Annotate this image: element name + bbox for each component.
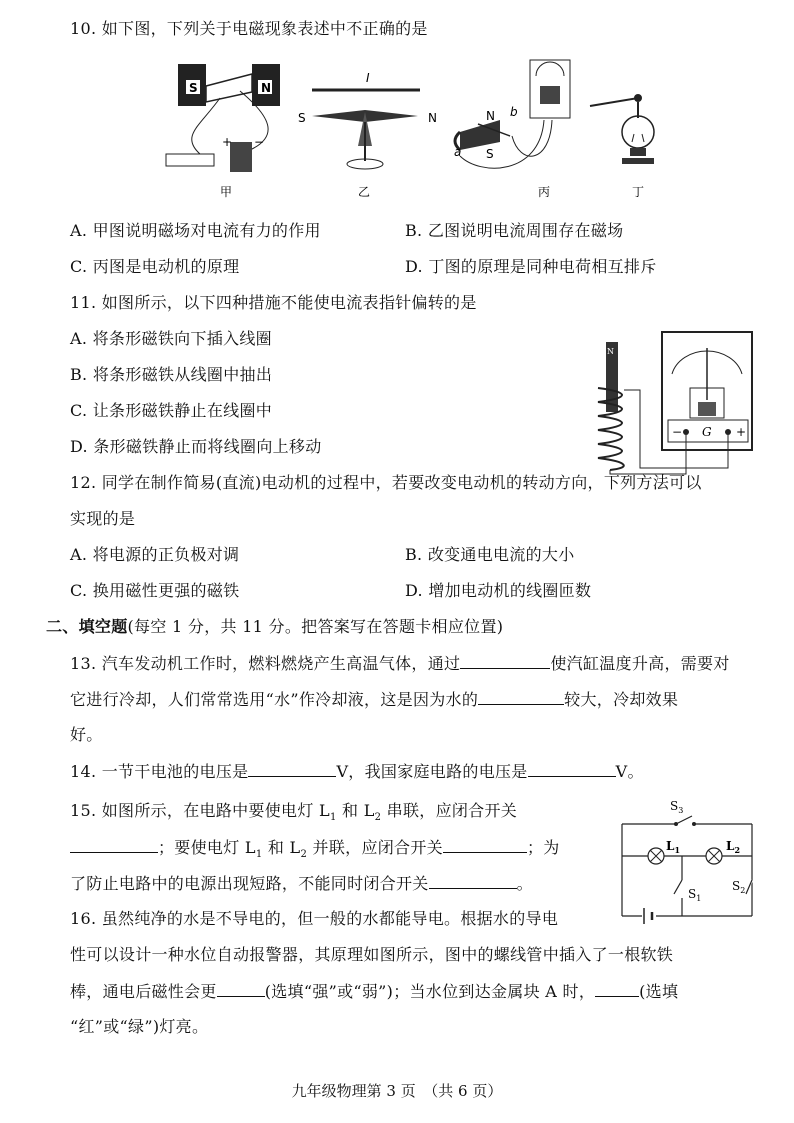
circuit-s1-label: $S_1$: [688, 887, 702, 903]
section2-title: 二、填空题: [46, 617, 128, 636]
horseshoe-s-label: S: [486, 147, 494, 161]
svg-text:−: −: [254, 135, 265, 149]
q16-blank-2[interactable]: [595, 980, 639, 997]
q13-blank-2[interactable]: [478, 688, 564, 705]
circuit-s3-label: $S_3$: [670, 799, 684, 815]
q15-text-1-end: 串联，应闭合开关: [381, 801, 518, 820]
wire-a-label: a: [454, 145, 462, 159]
q15-line1: [70, 800, 517, 829]
circuit-l1-label: $L_1$: [666, 839, 681, 855]
q15-text-2-tail: ；为: [526, 838, 560, 857]
q13-blank-1[interactable]: [460, 652, 550, 669]
q16-text-3c: (选填: [639, 982, 679, 1001]
svg-text:N: N: [607, 347, 614, 356]
q15-sub-2: 2: [374, 812, 382, 824]
q12-option-d: D. 增加电动机的线圈匝数: [405, 581, 592, 600]
figure-bing: [454, 60, 570, 199]
circuit-l2-label: $L_2$: [726, 839, 741, 855]
section2-heading: [46, 616, 503, 638]
q13-line1: [70, 652, 730, 675]
q10-option-a: A. 甲图说明磁场对电流有力的作用: [70, 221, 321, 240]
q12-stem-line1: 12. 同学在制作简易(直流)电动机的过程中，若要改变电动机的转动方向，下列方法可以: [70, 473, 702, 492]
needle-s-label: S: [298, 111, 306, 125]
q15-circuit-diagram: [612, 794, 762, 924]
figure-ding: [590, 94, 654, 199]
q15-text-2a: ；要使电灯 L: [158, 838, 256, 857]
q16-line4: “红”或“绿”)灯亮。: [70, 1017, 209, 1036]
q15-sub-1: 1: [329, 812, 337, 824]
q15-text-2-mid: 和 L: [262, 838, 301, 857]
q10-option-c: C. 丙图是电动机的原理: [70, 257, 240, 276]
q13-text-2b: 较大，冷却效果: [564, 690, 679, 709]
q15-text-3: 了防止电路中的电源出现短路，不能同时闭合开关: [70, 874, 429, 893]
q10-option-d: D. 丁图的原理是同种电荷相互排斥: [405, 257, 657, 276]
q16-line1: 16. 虽然纯净的水是不导电的，但一般的水都能导电。根据水的导电: [70, 909, 559, 928]
horseshoe-n-label: N: [486, 109, 495, 123]
page-footer: 九年级物理第 3 页 （共 6 页）: [291, 1082, 503, 1100]
q10-option-b: B. 乙图说明电流周围存在磁场: [405, 221, 624, 240]
figure-jia: [166, 64, 280, 199]
q14-line: [70, 760, 644, 783]
q11-option-d: D. 条形磁铁静止而将线圈向上移动: [70, 437, 322, 456]
q11-stem: 11. 如图所示，以下四种措施不能使电流表指针偏转的是: [70, 293, 477, 312]
q14-text-a: 14. 一节干电池的电压是: [70, 762, 249, 781]
current-i-label: I: [366, 71, 370, 85]
q12-option-c: C. 换用磁性更强的磁铁: [70, 581, 240, 600]
q15-text-1-mid: 和 L: [336, 801, 375, 820]
figure-yi: [298, 71, 437, 199]
magnet-s-label: S: [189, 81, 198, 95]
q14-blank-2[interactable]: [528, 760, 616, 777]
magnet-n-label: N: [261, 81, 272, 95]
q15-blank-1[interactable]: [70, 836, 158, 853]
meter-g-label: G: [702, 425, 712, 439]
q13-line2: [70, 688, 678, 711]
q12-option-a: A. 将电源的正负极对调: [70, 545, 240, 564]
meter-minus-label: −: [672, 425, 683, 439]
figure-label-ding: 丁: [632, 185, 645, 199]
meter-plus-label: +: [736, 425, 747, 439]
q15-text-3-end: 。: [516, 874, 533, 893]
figure-label-bing: 丙: [538, 185, 551, 199]
circuit-s2-label: $S_2$: [732, 879, 746, 895]
coil: [598, 388, 624, 470]
q14-blank-1[interactable]: [248, 760, 336, 777]
q16-text-3a: 棒，通电后磁性会更: [70, 982, 217, 1001]
figure-label-yi: 乙: [358, 185, 371, 199]
q11-option-a: A. 将条形磁铁向下插入线圈: [70, 329, 272, 348]
q11-option-b: B. 将条形磁铁从线圈中抽出: [70, 365, 273, 384]
svg-text:+: +: [222, 135, 233, 149]
q16-text-3b: (选填“强”或“弱”)；当水位到达金属块 A 时，: [264, 982, 596, 1001]
q16-blank-1[interactable]: [217, 980, 265, 997]
q15-text-1: 15. 如图所示，在电路中要使电灯 L: [70, 801, 330, 820]
needle-n-label: N: [428, 111, 437, 125]
q13-text-2a: 它进行冷却，人们常常选用“水”作冷却液，这是因为水的: [70, 690, 479, 709]
q15-blank-3[interactable]: [429, 872, 517, 889]
q12-option-b: B. 改变通电电流的大小: [405, 545, 575, 564]
q13-line3: 好。: [70, 725, 103, 744]
q16-line2: 性可以设计一种水位自动报警器，其原理如图所示，图中的螺线管中插入了一根软铁: [70, 945, 674, 964]
q10-stem: 10. 如下图，下列关于电磁现象表述中不正确的是: [70, 19, 428, 38]
q14-text-b: V，我国家庭电路的电压是: [336, 762, 528, 781]
q15-line2: [70, 836, 560, 866]
q10-figures: [160, 46, 680, 206]
figure-label-jia: 甲: [220, 185, 233, 199]
section2-note: (每空 1 分，共 11 分。把答案写在答题卡相应位置): [127, 617, 504, 636]
q15-line3: [70, 872, 533, 895]
q11-option-c: C. 让条形磁铁静止在线圈中: [70, 401, 273, 420]
q12-stem-line2: 实现的是: [70, 509, 136, 528]
q13-text-1a: 13. 汽车发动机工作时，燃料燃烧产生高温气体，通过: [70, 654, 461, 673]
q14-text-c: V。: [615, 762, 644, 781]
q15-sub-3: 1: [255, 849, 263, 861]
q15-blank-2[interactable]: [443, 836, 527, 853]
q11-figure-galvanometer: [590, 328, 760, 478]
q15-text-2-end: 并联，应闭合开关: [307, 838, 443, 857]
wire-b-label: b: [510, 105, 518, 119]
q13-text-1b: 使汽缸温度升高，需要对: [550, 654, 730, 673]
q15-sub-4: 2: [300, 849, 308, 861]
q16-line3: [70, 980, 678, 1003]
